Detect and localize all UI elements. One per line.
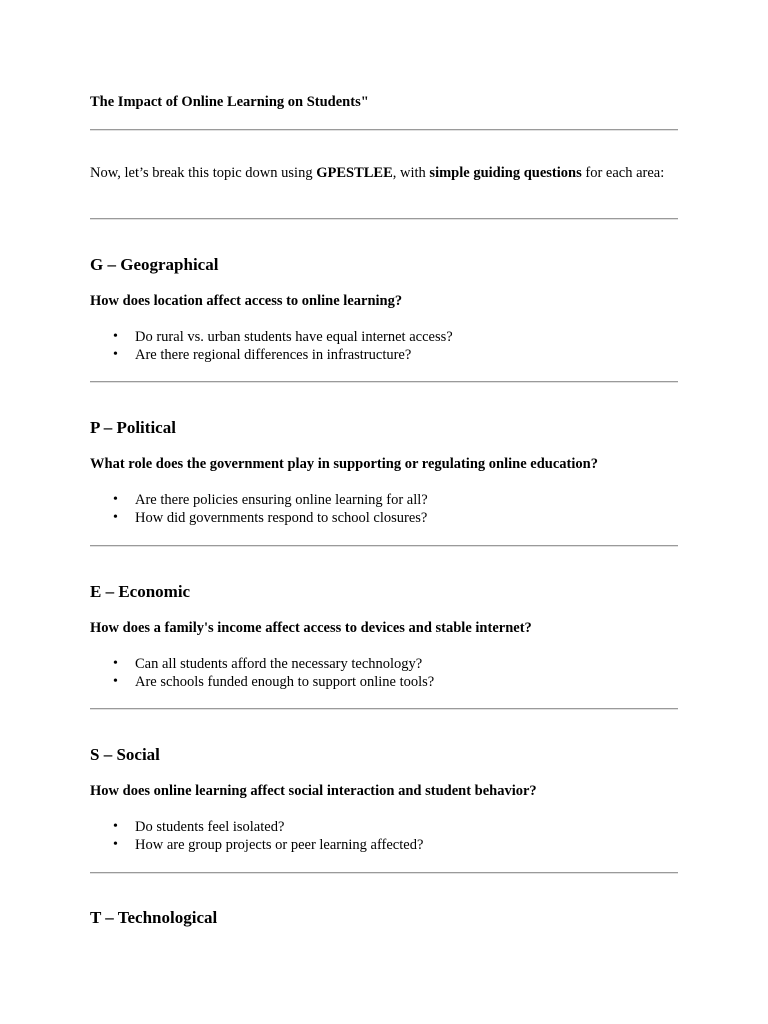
section-social [90, 745, 678, 853]
section-economic [90, 582, 678, 690]
list-item-text: Can all students afford the necessary technology? [135, 656, 423, 672]
intro-bold-framework: GPESTLEE [316, 165, 393, 181]
bullet-icon: • [113, 347, 118, 362]
section-heading: P – Political [90, 418, 176, 437]
section-heading: S – Social [90, 745, 160, 764]
section-question: What role does the government play in supporting or regulating online education? [90, 456, 598, 472]
bullet-list [90, 818, 423, 854]
list-item-text: Are schools funded enough to support online tools? [135, 674, 435, 690]
list-item [90, 328, 453, 346]
list-item [90, 673, 434, 691]
divider [90, 218, 678, 220]
intro-paragraph [90, 165, 678, 182]
bullet-icon: • [113, 674, 118, 689]
bullet-icon: • [113, 819, 118, 834]
bullet-list [90, 491, 428, 527]
bullet-list [90, 655, 434, 691]
section-geographical [90, 255, 678, 363]
list-item-text: Are there policies ensuring online learning for all? [135, 492, 428, 508]
intro-text: , with [392, 165, 430, 181]
intro-text: Now, let’s break this topic down using [90, 165, 317, 181]
bullet-icon: • [113, 837, 118, 852]
list-item-text: Do rural vs. urban students have equal internet access? [135, 329, 453, 345]
list-item [90, 655, 434, 673]
section-heading: T – Technological [90, 908, 218, 927]
divider [90, 129, 678, 131]
bullet-icon: • [113, 329, 118, 344]
list-item [90, 836, 423, 854]
bullet-icon: • [113, 510, 118, 525]
list-item [90, 818, 423, 836]
section-heading: E – Economic [90, 582, 191, 601]
bullet-icon: • [113, 656, 118, 671]
list-item-text: Do students feel isolated? [135, 819, 285, 835]
section-heading: G – Geographical [90, 255, 219, 274]
section-political [90, 418, 678, 526]
section-question: How does location affect access to online learning? [90, 293, 403, 309]
list-item-text: Are there regional differences in infrastructure? [135, 347, 412, 363]
intro-text: for each area: [581, 165, 665, 181]
list-item [90, 491, 428, 509]
divider [90, 708, 678, 710]
list-item-text: How did governments respond to school closures? [135, 510, 428, 526]
intro-bold-questions: simple guiding questions [429, 165, 582, 181]
section-question: How does a family's income affect access to devices and stable internet? [90, 620, 532, 636]
divider [90, 545, 678, 547]
list-item [90, 509, 428, 527]
section-question: How does online learning affect social interaction and student behavior? [90, 783, 537, 799]
bullet-icon: • [113, 492, 118, 507]
list-item-text: How are group projects or peer learning affected? [135, 837, 424, 853]
list-item [90, 346, 453, 364]
section-technological [90, 908, 678, 928]
document-title: The Impact of Online Learning on Students" [90, 94, 369, 110]
divider [90, 872, 678, 874]
divider [90, 381, 678, 383]
bullet-list [90, 328, 453, 364]
